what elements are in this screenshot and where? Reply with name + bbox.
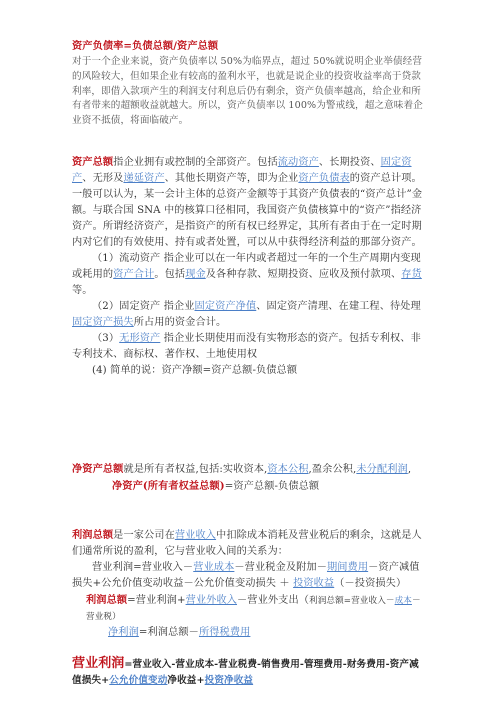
text: 净收益+ (167, 675, 205, 686)
text: 是一家公司在 (113, 530, 175, 541)
total-profit-paragraph (72, 527, 426, 560)
section-net-assets (72, 461, 426, 495)
link-undistributed-profit[interactable]: 未分配利润 (356, 464, 408, 475)
operating-profit-formula (72, 560, 426, 592)
link-fixed-assets[interactable]: 固定资产 (72, 157, 412, 184)
operating-profit-paragraph (72, 656, 426, 689)
total-profit-formula (72, 592, 426, 625)
total-assets-term: 资产总额 (72, 156, 114, 168)
total-profit-term: 利润总额 (72, 529, 114, 541)
debt-ratio-body: 对于一个企业来说，资产负债率以 50%为临界点，超过 50%就说明企业举债经营的风险较大，但如果企业有较高的盈利水平，也就是说企业的投资收益率高于贷款利率，即借入款项产生的利润支付利息后仍有剩余，资产负债率越高，给企业和所有者带来的超额收益就越大。所以，资产负债率以 100%为警戒线，超之意味着企业资不抵债，将面临破产。 (72, 56, 423, 127)
text: 。包括 (154, 269, 186, 280)
text: , (407, 464, 412, 475)
section-operating-profit (72, 656, 426, 689)
link-fixed-asset-net[interactable]: 固定资产净值 (194, 301, 257, 312)
link-current-assets[interactable]: 流动资产 (277, 157, 319, 168)
link-fixed-asset-loss[interactable]: 固定资产损失 (72, 317, 134, 328)
link-non-operating-income[interactable]: 营业外收入 (185, 595, 238, 606)
link-net-investment-income[interactable]: 投资净收益 (204, 675, 254, 686)
text: 及各种存款、短期投资、应收及预付款项、 (205, 269, 402, 280)
text: =利润总额－ (138, 627, 199, 638)
link-cost[interactable]: 成本 (394, 596, 412, 606)
link-capital-reserve[interactable]: 资本公积 (267, 464, 309, 475)
text: =营业利润+ (127, 595, 186, 606)
section-total-profit (72, 527, 426, 641)
link-operating-cost[interactable]: 营业成本 (193, 562, 235, 573)
item-intangible-assets (72, 331, 426, 363)
text: 就是所有者权益,包括:实收资本, (123, 464, 268, 475)
debt-ratio-title (72, 38, 426, 55)
text: －营业税金及附加－ (234, 562, 327, 573)
text: －营业税） (86, 596, 421, 622)
text: =资产总额-负债总额 (224, 481, 320, 492)
text: 等。 (72, 285, 93, 296)
text: 、其他长期资产等，即为企业 (164, 173, 299, 184)
link-period-expense[interactable]: 期间费用 (326, 562, 369, 573)
text: 利润总额=营业收入－ (309, 596, 395, 606)
text: （3） (92, 333, 120, 344)
link-cash[interactable]: 现金 (185, 269, 206, 280)
text: 营业利润=营业收入－ (92, 562, 194, 573)
text: （2）固定资产 指企业 (92, 301, 195, 312)
link-balance-sheet[interactable]: 资产负债表 (298, 173, 350, 184)
item-net-assets-simple: (4) 简单的说：资产净额=资产总额-负债总额 (92, 365, 298, 376)
link-income-tax[interactable]: 所得税费用 (198, 627, 251, 638)
link-intangible-assets[interactable]: 无形资产 (119, 333, 161, 344)
link-deferred-assets[interactable]: 递延资产 (123, 173, 165, 184)
text: 中扣除成本消耗及营业税后的剩余，这就是人们通常所说的盈利，它与营业收入间的关系为： (72, 530, 422, 557)
text: －资产减值损失+公允价值变动收益－公允价值变动损失 ＋ (72, 562, 420, 589)
text: ,盈余公积, (308, 464, 357, 475)
total-assets-paragraph (72, 154, 426, 251)
net-assets-paragraph (72, 461, 426, 478)
text: 、无形及 (82, 173, 124, 184)
link-fair-value-change[interactable]: 公允价值变动 (109, 675, 168, 686)
link-asset-total[interactable]: 资产合计 (113, 269, 155, 280)
text: 指企业长期使用而没有实物形态的资产。包括专利权、非专利技术、商标权、著作权、土地使用权 (72, 333, 421, 360)
text: （1）流动资产 指企业可以在一年内或者超过一年的一个生产周期内变现或耗用的 (72, 253, 421, 280)
text: 、固定资产清理、在建工程、待处理 (256, 301, 421, 312)
link-investment-income[interactable]: 投资收益 (293, 578, 335, 589)
net-profit-formula (72, 625, 426, 641)
debt-ratio-formula: 资产负债率=负债总额/资产总额 (72, 40, 219, 52)
section-total-assets (72, 154, 426, 379)
text: －营业外支出（ (237, 595, 310, 606)
text: =营业收入-营业成本-营业税费-销售费用-管理费用-财务费用-资产减值损失+ (72, 659, 419, 686)
net-assets-formula-term: 净资产(所有者权益总额) (112, 480, 225, 492)
link-operating-revenue[interactable]: 营业收入 (174, 530, 217, 541)
text: 指企业拥有或控制的全部资产。包括 (113, 157, 278, 168)
link-net-profit[interactable]: 净利润 (108, 627, 139, 638)
text: 、长期投资、 (318, 157, 381, 168)
item-current-assets (72, 251, 426, 299)
item-fixed-assets (72, 299, 426, 331)
text: （－投资损失） (334, 578, 407, 589)
link-inventory[interactable]: 存货 (401, 269, 422, 280)
total-profit-formula-term: 利润总额 (86, 594, 128, 606)
net-assets-term: 净资产总额 (72, 463, 124, 475)
text: 的资产总计项。 一般可以认为，某一会计主体的总资产金额等于其资产负债表的“资产总计”金额。与联合国 SNA 中的核算口径相同，我国资产负债核算中的“资产”指经济资产。所谓经济资产，是指资产的所有权已经界定，其所有者由于在一定时期内对它们的有效使用、持有或者处置，可以从中获得经济利益的那部分资产。 (72, 173, 423, 248)
section-debt-ratio (72, 38, 426, 129)
operating-profit-term: 营业利润 (72, 656, 125, 671)
net-assets-formula (72, 478, 426, 495)
text: 所占用的资金合计。 (133, 317, 227, 328)
